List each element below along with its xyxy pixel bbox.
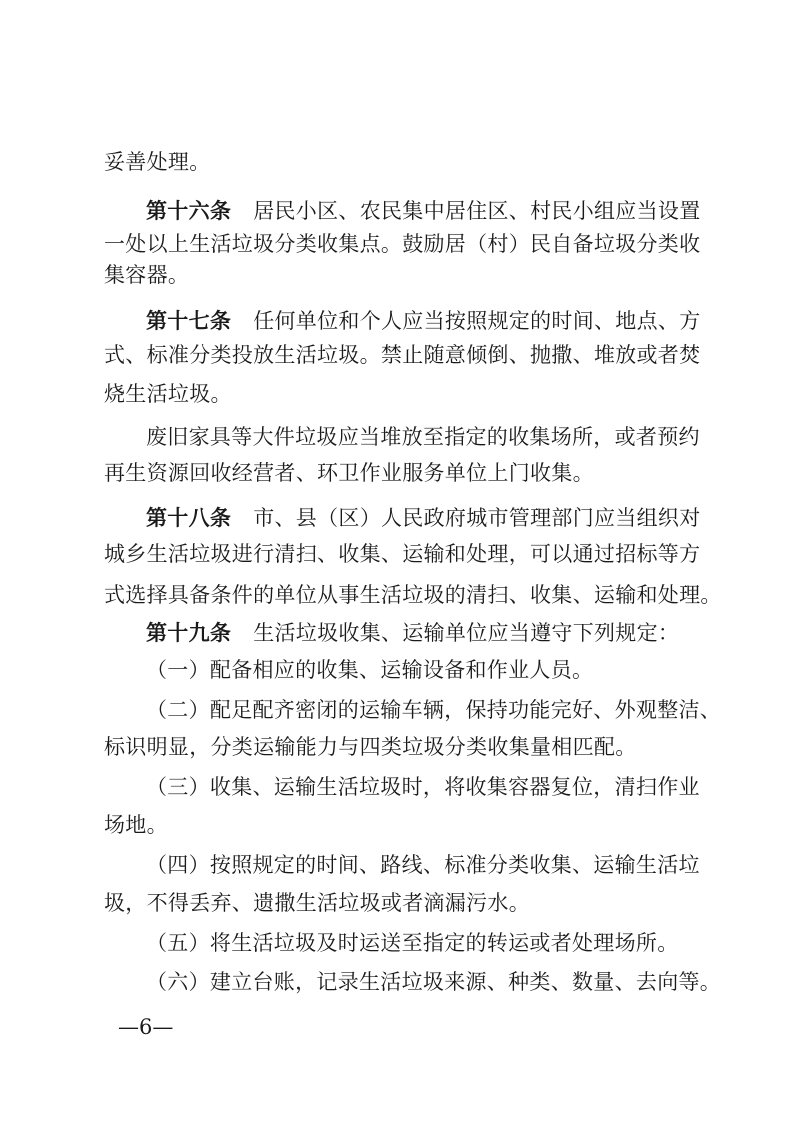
text-line	[146, 695, 722, 725]
line-text: （一）配备相应的收集、运输设备和作业人员。	[146, 658, 594, 682]
line-text: 任何单位和个人应当按照规定的时间、地点、方	[253, 309, 701, 333]
text-line	[146, 655, 593, 685]
article-label: 第十六条	[146, 199, 232, 223]
text-line	[104, 458, 594, 488]
line-text: 集容器。	[104, 263, 190, 287]
text-line	[146, 422, 700, 452]
line-text: 居民小区、农民集中居住区、村民小组应当设置	[253, 199, 701, 223]
line-text: 式选择具备条件的单位从事生活垃圾的清扫、收集、运输和处理。	[104, 583, 722, 607]
line-text: （二）配足配齐密闭的运输车辆，保持功能完好、外观整洁、	[146, 698, 722, 722]
article-19-heading-line	[146, 618, 679, 648]
line-text: （四）按照规定的时间、路线、标准分类收集、运输生活垃	[146, 853, 700, 877]
line-text: 生活垃圾收集、运输单位应当遵守下列规定：	[253, 621, 680, 645]
article-16-heading-line	[146, 196, 701, 226]
line-text: 妥善处理。	[104, 150, 211, 174]
article-17-heading-line	[146, 306, 701, 336]
text-line	[146, 928, 679, 958]
text-line	[104, 379, 232, 409]
text-line	[104, 229, 701, 259]
text-line	[146, 967, 722, 997]
page-number: —6—	[118, 1015, 174, 1039]
article-18-heading-line	[146, 503, 701, 533]
text-line	[104, 260, 189, 290]
line-text: 式、标准分类投放生活垃圾。禁止随意倾倒、抛撒、堆放或者焚	[104, 343, 701, 367]
article-label: 第十九条	[146, 621, 232, 645]
line-text: 城乡生活垃圾进行清扫、收集、运输和处理，可以通过招标等方	[104, 542, 701, 566]
text-line	[104, 580, 722, 610]
line-text: 废旧家具等大件垃圾应当堆放至指定的收集场所，或者预约	[146, 425, 700, 449]
article-label: 第十八条	[146, 506, 232, 530]
line-text: 一处以上生活垃圾分类收集点。鼓励居（村）民自备垃圾分类收	[104, 232, 701, 256]
line-text: 标识明显，分类运输能力与四类垃圾分类收集量相匹配。	[104, 735, 637, 759]
text-line	[104, 810, 168, 840]
text-line	[104, 539, 701, 569]
line-text: （五）将生活垃圾及时运送至指定的转运或者处理场所。	[146, 931, 679, 955]
text-line	[104, 147, 211, 177]
text-line	[104, 732, 637, 762]
text-line	[146, 850, 700, 880]
line-text: 再生资源回收经营者、环卫作业服务单位上门收集。	[104, 461, 594, 485]
line-text: （六）建立台账，记录生活垃圾来源、种类、数量、去向等。	[146, 970, 722, 994]
text-line	[104, 340, 701, 370]
article-label: 第十七条	[146, 309, 232, 333]
text-line	[146, 772, 700, 802]
line-text: 圾，不得丢弃、遗撒生活垃圾或者滴漏污水。	[104, 891, 530, 915]
line-text: （三）收集、运输生活垃圾时，将收集容器复位，清扫作业	[146, 775, 700, 799]
line-text: 场地。	[104, 813, 168, 837]
line-text: 烧生活垃圾。	[104, 382, 232, 406]
line-text: 市、县（区）人民政府城市管理部门应当组织对	[253, 506, 701, 530]
text-line	[104, 888, 530, 918]
